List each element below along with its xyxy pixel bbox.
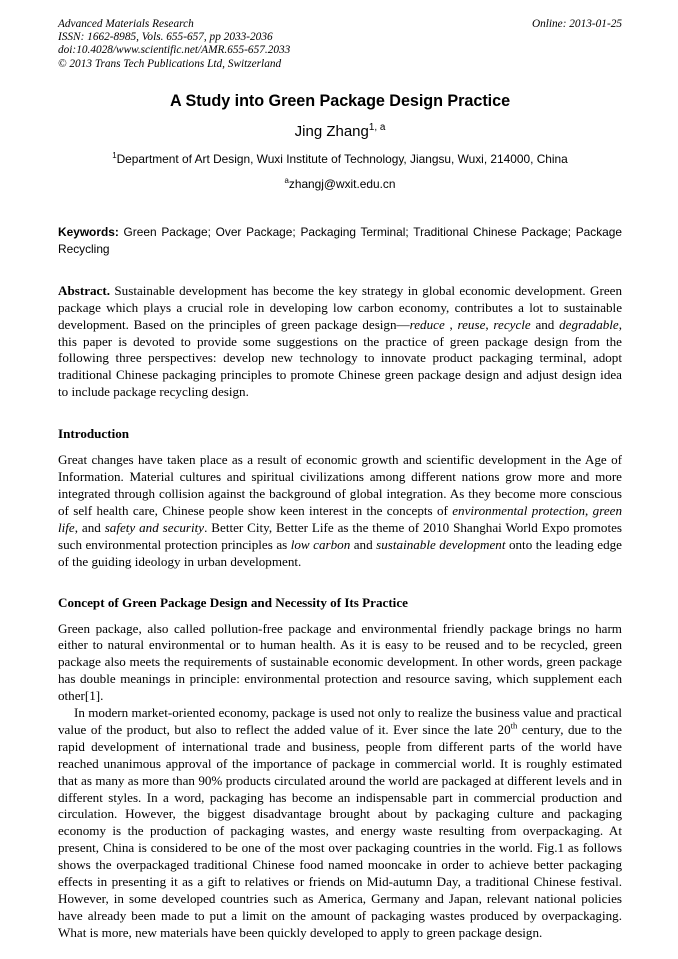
ordinal-superscript: th <box>510 720 518 731</box>
journal-name: Advanced Materials Research <box>58 18 194 30</box>
intro-emphasis-low-carbon: low carbon <box>290 536 351 552</box>
author-name: Jing Zhang <box>294 122 369 140</box>
abstract-text-1: Sustainable development has become the key strategy in global economic development. Green package which plays a crucial role in developing low carbon economy, contributes a lot to sustainable development. Based on the principles of green package design— <box>58 282 622 332</box>
abstract-text-5: , this paper is devoted to provide some suggestions on the practice of green package design from the following three perspectives: develop new technology to innovate product packaging terminal, adopt traditional Chinese packaging principles to promote Chinese green package design and adjust design idea to include package recycling design. <box>58 316 623 400</box>
abstract-emphasis-recycle: recycle <box>493 316 531 332</box>
section-heading-introduction: Introduction <box>58 426 130 442</box>
intro-text-1: Great changes have taken place as a result of economic growth and scientific development in the Age of Information. Material cultures and spiritual civilizations among different nations grow more and more integrated through collision against the background of global integration. As they become more conscious of self health care, Chinese people show keen interest in the concepts of <box>58 452 622 518</box>
copyright-line: © 2013 Trans Tech Publications Ltd, Switzerland <box>58 57 282 70</box>
abstract-text-3: , <box>485 316 494 332</box>
introduction-paragraph <box>58 452 622 570</box>
issn-line: ISSN: 1662-8985, Vols. 655-657, pp 2033-2036 <box>58 31 273 44</box>
concept-paragraph-1: Green package, also called pollution-free package and environmental friendly package brings no harm either to natural environmental or to human health. As it is easy to be reused and to be recycled, green package also meets the requirements of sustainable economic development. In other words, green package has double meanings in principle: environmental protection and resource saving, which supplement each other[1]. <box>58 620 622 704</box>
affiliation-text: Department of Art Design, Wuxi Institute of Technology, Jiangsu, Wuxi, 214000, China <box>116 151 568 166</box>
intro-text-4: . Better City, Better Life as the theme of 2010 Shanghai World Expo promotes such environmental protection principles as <box>58 519 622 552</box>
intro-emphasis-safety-and-security: safety and security <box>104 519 205 535</box>
intro-emphasis-green-life: green life <box>58 502 622 535</box>
doi-line: doi:10.4028/www.scientific.net/AMR.655-657.2033 <box>58 44 291 57</box>
concept-text-1: In modern market-oriented economy, package is used not only to realize the business value and practical value of the product, but also to reflect the added value of it. Ever since the late 20 <box>58 705 622 737</box>
abstract-emphasis-degradable: degradable <box>559 316 619 332</box>
abstract-emphasis-reduce: reduce <box>409 316 445 332</box>
intro-emphasis-sustainable-development: sustainable development <box>376 536 506 552</box>
online-date: Online: 2013-01-25 <box>531 18 622 30</box>
keywords-block <box>58 224 622 259</box>
intro-text-3: , and <box>74 519 105 535</box>
abstract-text-2: , <box>444 316 458 332</box>
intro-text-2: , <box>585 502 593 518</box>
page-title: A Study into Green Package Design Practice <box>169 91 511 110</box>
concept-paragraph-2 <box>58 705 622 942</box>
email-line <box>58 177 622 191</box>
affiliation-line <box>58 152 622 166</box>
intro-emphasis-environmental-protection: environmental protection <box>452 502 586 518</box>
abstract-text-4: and <box>530 316 560 332</box>
email-mark: a <box>284 175 289 185</box>
abstract-emphasis-reuse: reuse <box>457 316 486 332</box>
email-address: zhangj@wxit.edu.cn <box>288 176 396 191</box>
abstract-label: Abstract. <box>58 282 110 298</box>
affiliation-mark: 1 <box>112 150 117 160</box>
keywords-label: Keywords: <box>58 224 119 239</box>
keywords-text: Green Package; Over Package; Packaging Terminal; Traditional Chinese Package; Package Recycling <box>58 224 622 257</box>
intro-text-6: onto the leading edge of the guiding ideology in urban development. <box>58 536 622 569</box>
author-affiliation-marks: 1, a <box>368 121 386 133</box>
section-heading-concept: Concept of Green Package Design and Necessity of Its Practice <box>58 594 408 610</box>
publication-header <box>58 18 622 71</box>
abstract-block <box>58 283 622 401</box>
author-line <box>58 123 622 140</box>
intro-text-5: and <box>350 536 377 552</box>
concept-text-2: century, due to the rapid development of international trade and business, people from different parts of the world have reached unanimous approval of the importance of package in commercial world. It is roughly estimated that as many as more than 90% products circulated around the world are packaged at different levels and in different styles. In a word, packaging has become an indispensable part in commercial production and circulation. However, the biggest disadvantage brought about by packaging culture and packaging economy is the production of packaging wastes, and energy waste resulting from overpackaging. At present, China is considered to be one of the most over packaging countries in the world. Fig.1 as follows shows the overpackaged traditional Chinese food named mooncake in order to achieve better packaging effects in presenting it as a gift to relatives or friends on Mid-autumn Day, a traditional Chinese festival. However, in some developed countries such as America, Germany and Japan, relevant national policies have already been made to put a limit on the amount of packaging wastes produced by overpackaging. What is more, new materials have been quickly developed to apply to green package design. <box>58 721 622 940</box>
